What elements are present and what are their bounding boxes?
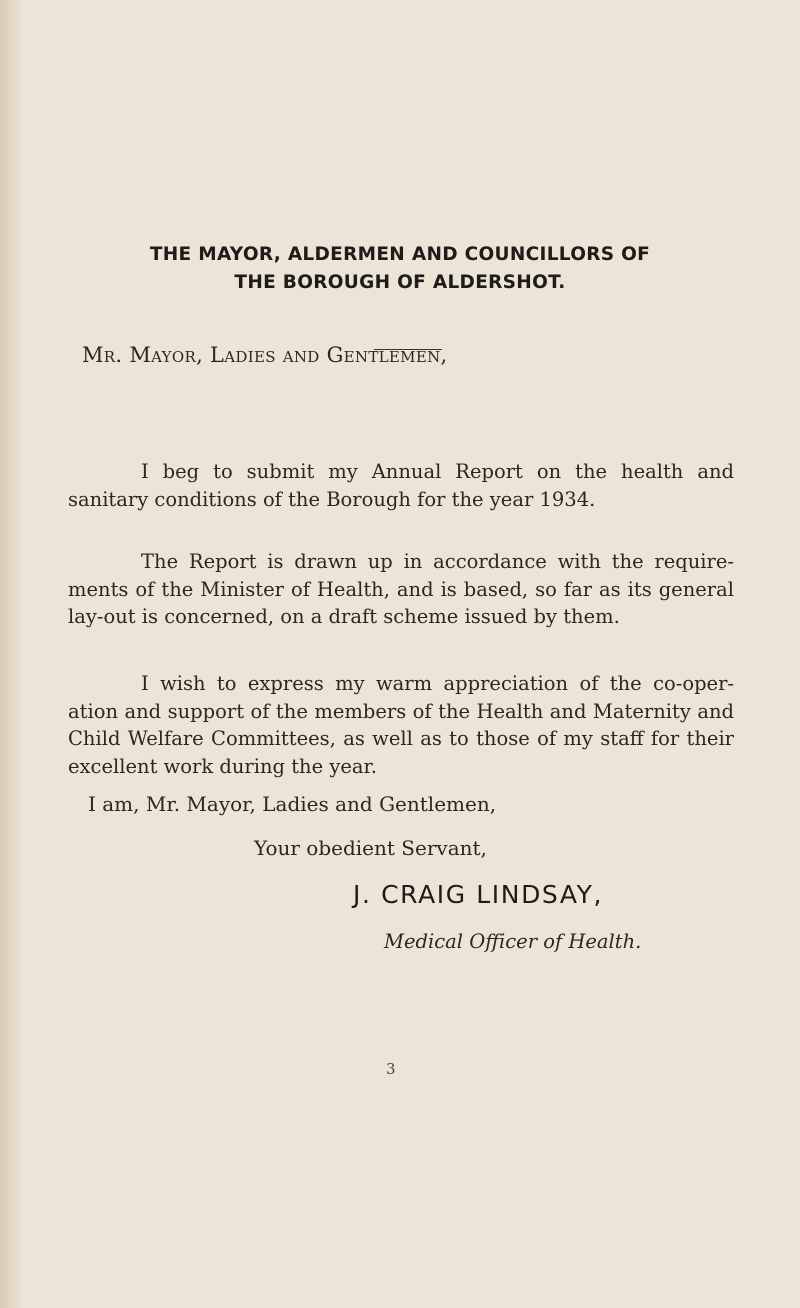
page-number: 3 xyxy=(386,1060,396,1078)
paragraph-2: The Report is drawn up in accordance with the require-ments of the Minister of Health, and is based, so far as its general lay-out is concerned, on a draft scheme issued by them. xyxy=(68,550,734,628)
heading-line-2: THE BOROUGH OF ALDERSHOT. xyxy=(234,272,566,293)
signature-name: J. CRAIG LINDSAY, xyxy=(353,880,604,909)
paragraph-3: I wish to express my warm appreciation of the co-oper-ation and support of the members of the Health and Maternity and Child Welfare Committees, as well as to those of my staff for their excellent work during the year. xyxy=(68,672,734,778)
paragraph-1: I beg to submit my Annual Report on the health and sanitary conditions of the Borough for the year 1934. xyxy=(68,460,734,511)
closing-line-2: Your obedient Servant, xyxy=(254,836,487,860)
heading-line-1: THE MAYOR, ALDERMEN AND COUNCILLORS OF xyxy=(149,244,651,265)
closing-line-1: I am, Mr. Mayor, Ladies and Gentlemen, xyxy=(88,792,497,816)
salutation: Mr. Mayor, Ladies and Gentlemen, xyxy=(82,343,448,367)
signature-title: Medical Officer of Health. xyxy=(384,930,642,953)
